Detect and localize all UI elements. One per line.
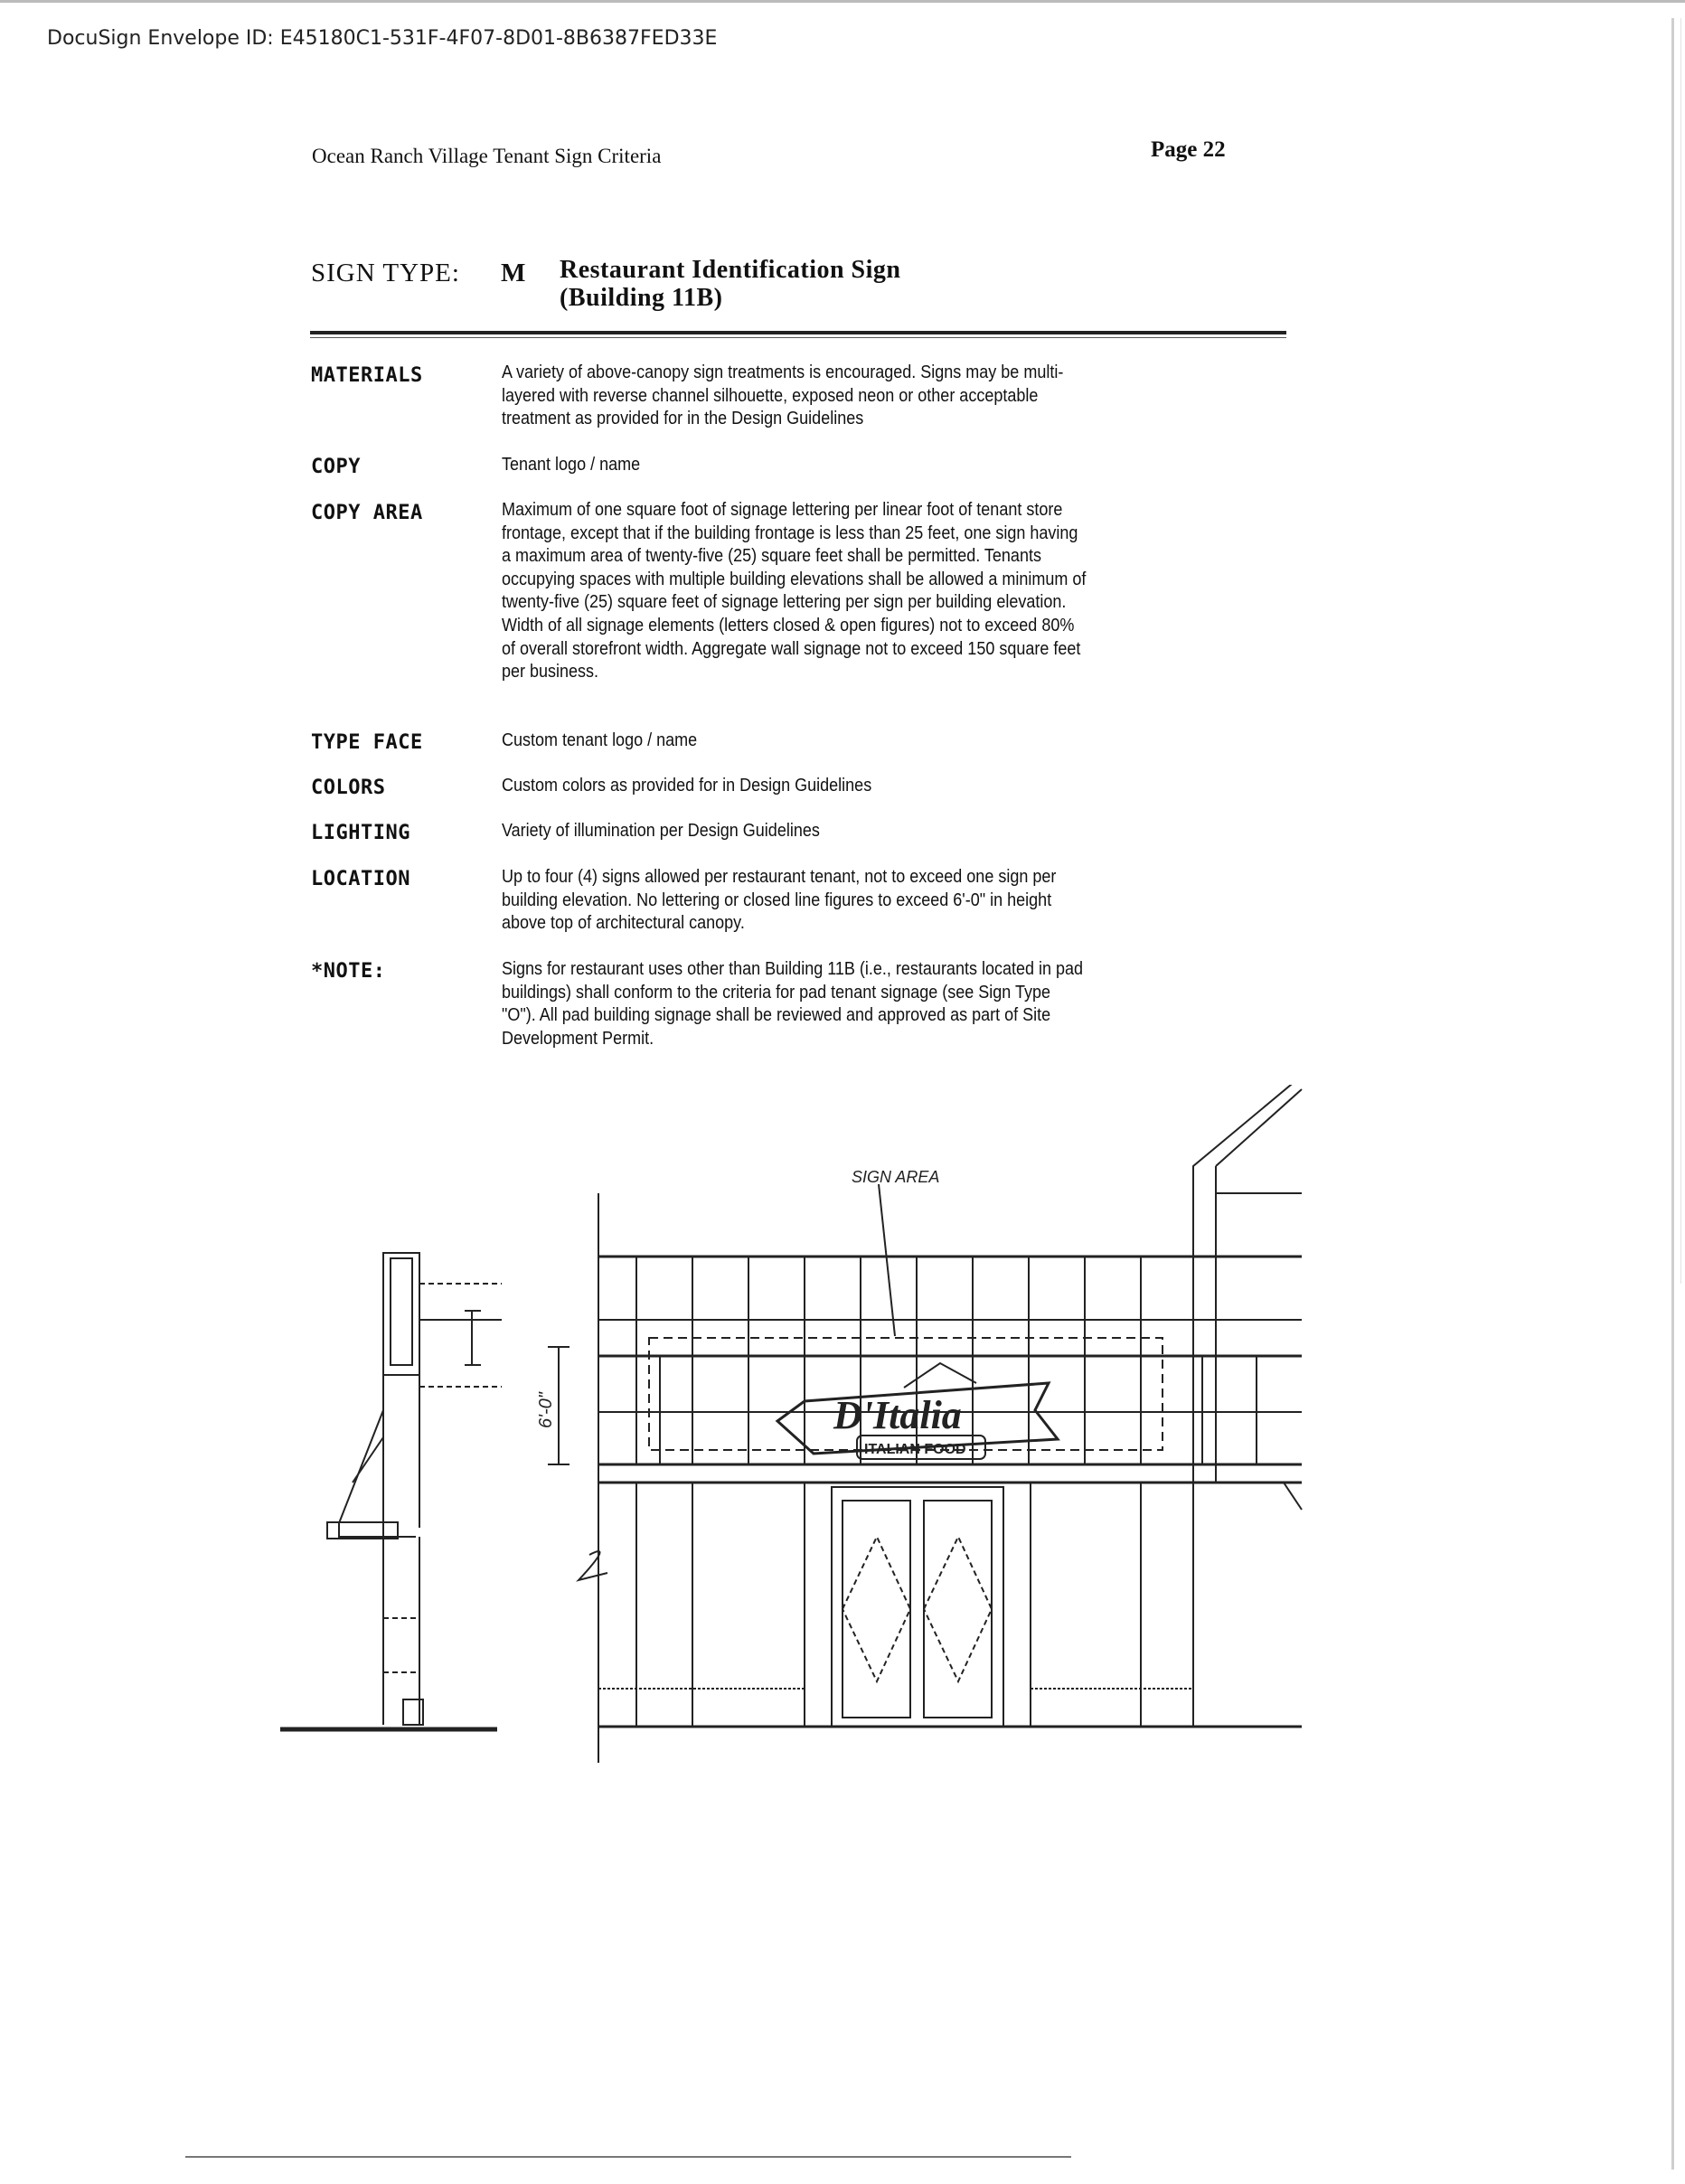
logo-name: D'Italia (833, 1393, 962, 1437)
spec-value-note: Signs for restaurant uses other than Building 11B (i.e., restaurants located in pad buildings) shall conform to the criteria for pad tenant signage (see Sign Type "O"). All pad building signage shall be reviewed and approved as part of Site Development Permit. (502, 959, 1084, 1049)
spec-label-lighting: LIGHTING (311, 822, 410, 844)
scan-right-edge-inner (1680, 18, 1681, 1284)
page-number: Page 22 (1151, 137, 1226, 162)
sign-type-title-line1: Restaurant Identification Sign (560, 256, 901, 284)
sign-type-code: M (501, 259, 526, 287)
sign-type-title-line2: (Building 11B) (560, 284, 723, 312)
envelope-id: DocuSign Envelope ID: E45180C1-531F-4F07-8D01-8B6387FED33E (47, 27, 718, 50)
sign-area-label: SIGN AREA (852, 1168, 940, 1186)
spec-label-colors: COLORS (311, 777, 386, 799)
spec-value-materials: A variety of above-canopy sign treatments is encouraged. Signs may be multi-layered with reverse channel silhouette, exposed neon or other acceptable treatment as provided for in the Design Guidelines (502, 362, 1064, 429)
bottom-scan-rule (185, 2156, 1071, 2158)
spec-label-copy-area: COPY AREA (311, 502, 423, 524)
spec-label-type-face: TYPE FACE (311, 731, 423, 754)
spec-label-location: LOCATION (311, 868, 410, 890)
spec-label-materials: MATERIALS (311, 364, 423, 387)
scan-right-edge (1671, 18, 1674, 2170)
section-divider-thin (310, 337, 1286, 338)
dimension-label: 6'-0" (536, 1392, 556, 1428)
section-divider (310, 331, 1286, 334)
spec-value-location: Up to four (4) signs allowed per restaurant tenant, not to exceed one sign per building elevation. No lettering or closed line figures to exceed 6'-0" in height above top of architectural canopy. (502, 867, 1057, 934)
sign-type-title (560, 256, 900, 312)
spec-value-colors: Custom colors as provided for in Design Guidelines (502, 776, 872, 795)
document-header-title: Ocean Ranch Village Tenant Sign Criteria (312, 145, 662, 167)
spec-value-copy: Tenant logo / name (502, 455, 641, 475)
scan-top-edge (0, 0, 1685, 3)
spec-value-type-face: Custom tenant logo / name (502, 730, 698, 750)
spec-value-copy-area: Maximum of one square foot of signage lettering per linear foot of tenant store frontage, except that if the building frontage is less than 25 feet, one sign having a maximum area of twenty-five (25) square feet shall be permitted. Tenants occupying spaces with multiple building elevations shall be allowed a minimum of twenty-five (25) square feet of signage lettering per sign per building elevation. Width of all signage elements (letters closed & open figures) not to exceed 80% of overall storefront width. Aggregate wall signage not to exceed 150 square feet per business. (502, 500, 1087, 682)
elevation-drawing (271, 1085, 1356, 1772)
spec-label-note: *NOTE: (311, 960, 386, 983)
sign-type-label: SIGN TYPE: (311, 259, 460, 287)
logo-tagline: ITALIAN FOOD (864, 1442, 966, 1457)
spec-value-lighting: Variety of illumination per Design Guidelines (502, 821, 820, 841)
spec-label-copy: COPY (311, 456, 361, 478)
side-section-drawing (280, 1253, 502, 1729)
